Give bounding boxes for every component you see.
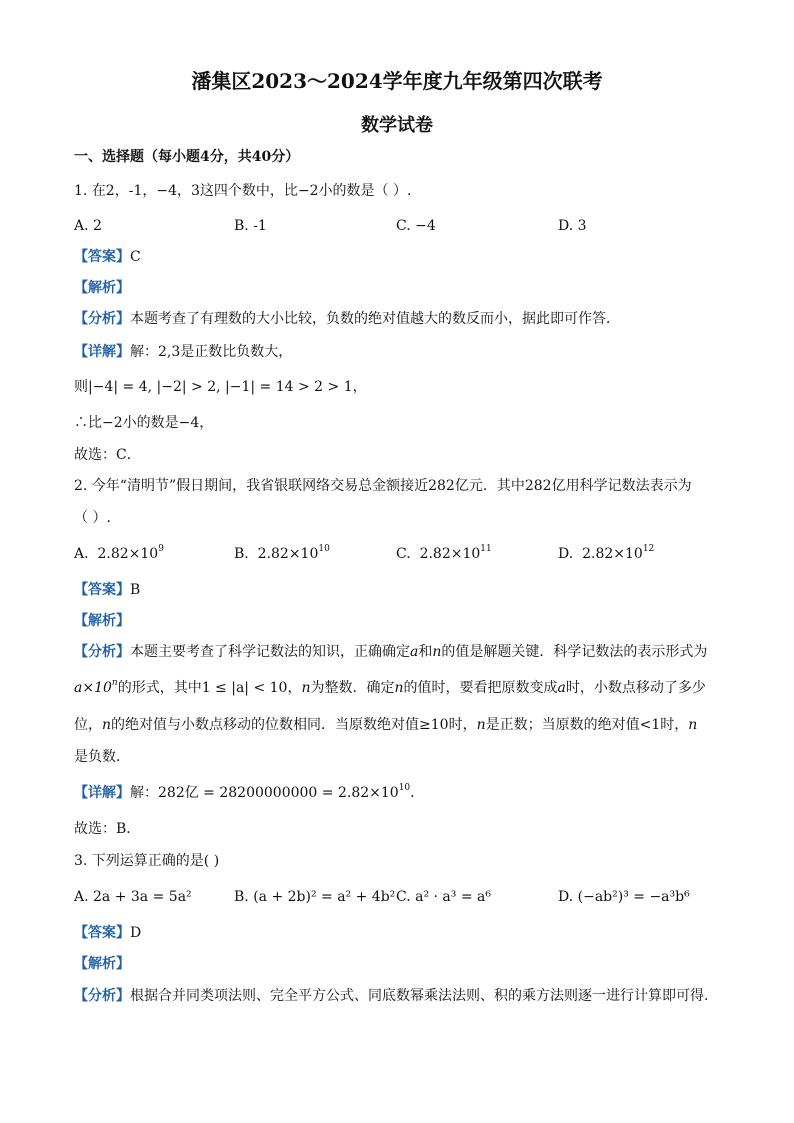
q1-explanation-label <box>74 279 130 297</box>
q3-analysis <box>74 987 708 1005</box>
q2-option-c <box>396 545 492 563</box>
analysis-label: 【分析】 <box>74 988 130 1004</box>
q1-option-b: B. -1 <box>234 218 267 234</box>
q1-stem-part-b: ，3这四个数中，比 <box>177 183 298 199</box>
q1-step2: ∴比−2小的数是−4， <box>74 415 214 431</box>
q3-stem: 3. 下列运算正确的是( ) <box>74 853 220 869</box>
q1-analysis-text: 本题考查了有理数的大小比较，负数的绝对值越大的数反而小，据此即可作答． <box>130 311 620 327</box>
q2-option-c-base: 2.82×10 <box>419 546 481 562</box>
q2-explanation-label <box>74 612 130 630</box>
q2-range: 1 ≤ |a| < 10 <box>201 680 288 696</box>
q2-var-a: a <box>410 644 419 660</box>
q2-analysis-text-a: 本题主要考查了科学记数法的知识，正确确定 <box>130 644 410 660</box>
q3-option-c: C. a² · a³ = a⁶ <box>396 889 491 905</box>
q2-option-d-exp: 12 <box>642 544 655 555</box>
q1-answer <box>74 248 141 266</box>
explanation-label: 【解析】 <box>74 956 130 972</box>
q2-analysis-line1 <box>74 643 707 661</box>
q2-analysis-and: 和 <box>418 644 433 660</box>
q1-detail <box>74 343 292 361</box>
q2-var-n: n <box>432 644 442 660</box>
q2-detail-exp: 10 <box>398 783 411 794</box>
q2-option-b-exp: 10 <box>318 544 330 555</box>
answer-label: 【答案】 <box>74 582 130 598</box>
q1-detail-text: 解：2,3是正数比负数大， <box>130 344 293 360</box>
q1-conclusion: 故选：C． <box>74 447 141 463</box>
q1-stem-neg2: −2 <box>297 183 319 199</box>
q2-form: a×10 <box>74 680 112 696</box>
q2-line2-c: 为整数．确定 <box>310 680 395 696</box>
q2-option-d-base: 2.82×10 <box>582 546 643 562</box>
q2-line2-d: 的值时，要看把原数变成 <box>403 680 558 696</box>
q1-stem-part-c: 小的数是（ ）. <box>318 183 412 199</box>
q3-option-d: D. (−ab²)³ = −a³b⁶ <box>558 889 690 905</box>
q2-option-d-label: D. <box>558 546 574 562</box>
q2-var-n: n <box>301 680 311 696</box>
q2-conclusion: 故选：B． <box>74 821 141 837</box>
q2-stem-line1: 2. 今年“清明节”假日期间，我省银联网络交易总金额接近282亿元．其中282亿用科学记数法表示为 <box>74 478 692 494</box>
q2-option-d <box>558 545 654 563</box>
q3-option-b: B. (a + 2b)² = a² + 4b² <box>234 889 396 905</box>
exam-title: 潘集区2023～2024学年度九年级第四次联考 <box>191 69 603 93</box>
q2-answer-value: B <box>130 582 141 598</box>
q2-option-b <box>234 545 330 563</box>
q2-line3-a: 位， <box>74 717 102 733</box>
q2-analysis-line4: 是负数． <box>74 749 130 765</box>
explanation-label: 【解析】 <box>74 613 130 629</box>
q1-option-c: C. −4 <box>396 218 436 234</box>
q1-stem-part-a: 1. 在2，-1， <box>74 183 157 199</box>
q3-answer <box>74 924 141 942</box>
q3-analysis-text: 根据合并同类项法则、完全平方公式、同底数幂乘法法则、积的乘方法则逐一进行计算即可得. <box>130 988 709 1004</box>
exam-subtitle: 数学试卷 <box>361 115 433 136</box>
q3-option-a: A. 2a + 3a = 5a² <box>74 889 192 905</box>
analysis-label: 【分析】 <box>74 644 130 660</box>
q2-detail <box>74 784 424 802</box>
q2-option-a-exp: 9 <box>158 544 164 555</box>
q2-line3-c: 是正数；当原数的绝对值<1时， <box>485 717 689 733</box>
q1-stem-neg4: −4 <box>156 183 177 199</box>
q2-var-a: a <box>557 680 566 696</box>
q2-line2-e: 时，小数点移动了多少 <box>565 680 706 696</box>
section-heading: 一、选择题（每小题4分，共40分） <box>74 149 300 165</box>
q1-answer-value: C <box>130 249 141 265</box>
q2-option-b-label: B. <box>234 546 249 562</box>
q2-option-a-base: 2.82×10 <box>97 546 159 562</box>
q2-detail-end: ． <box>410 785 425 801</box>
q1-stem <box>74 182 411 200</box>
q2-var-n: n <box>476 717 486 733</box>
q1-analysis <box>74 310 620 328</box>
q1-option-d: D. 3 <box>558 218 587 234</box>
q2-line3-b: 的绝对值与小数点移动的位数相同．当原数绝对值≥10时， <box>111 717 477 733</box>
q2-var-n: n <box>688 717 698 733</box>
q3-answer-value: D <box>130 925 142 941</box>
q1-option-a: A. 2 <box>74 218 102 234</box>
q2-form-exp: n <box>111 678 118 689</box>
q2-analysis-line2 <box>74 679 706 697</box>
q3-explanation-label <box>74 955 130 973</box>
q2-line2-b: ， <box>287 680 302 696</box>
q2-option-b-base: 2.82×10 <box>257 546 319 562</box>
answer-label: 【答案】 <box>74 925 130 941</box>
detail-label: 【详解】 <box>74 785 130 801</box>
q2-option-a-label: A. <box>74 546 89 562</box>
detail-label: 【详解】 <box>74 344 130 360</box>
analysis-label: 【分析】 <box>74 311 130 327</box>
explanation-label: 【解析】 <box>74 280 130 296</box>
q1-step1: 则|−4| = 4, |−2| > 2, |−1| = 14 > 2 > 1， <box>74 379 367 395</box>
q2-analysis-line3 <box>74 716 697 734</box>
q2-analysis-text-b: 的值是解题关键．科学记数法的表示形式为 <box>441 644 708 660</box>
q2-stem-line2: （ ）. <box>74 510 111 526</box>
q2-var-n: n <box>102 717 112 733</box>
q2-option-a <box>74 545 164 563</box>
answer-label: 【答案】 <box>74 249 130 265</box>
q2-option-c-label: C. <box>396 546 411 562</box>
q2-var-n: n <box>394 680 404 696</box>
q2-option-c-exp: 11 <box>480 544 492 555</box>
q2-detail-text: 解：282亿 = 28200000000 = 2.82×10 <box>130 785 399 801</box>
q2-answer <box>74 581 140 599</box>
q2-line2-a: 的形式，其中 <box>117 680 202 696</box>
